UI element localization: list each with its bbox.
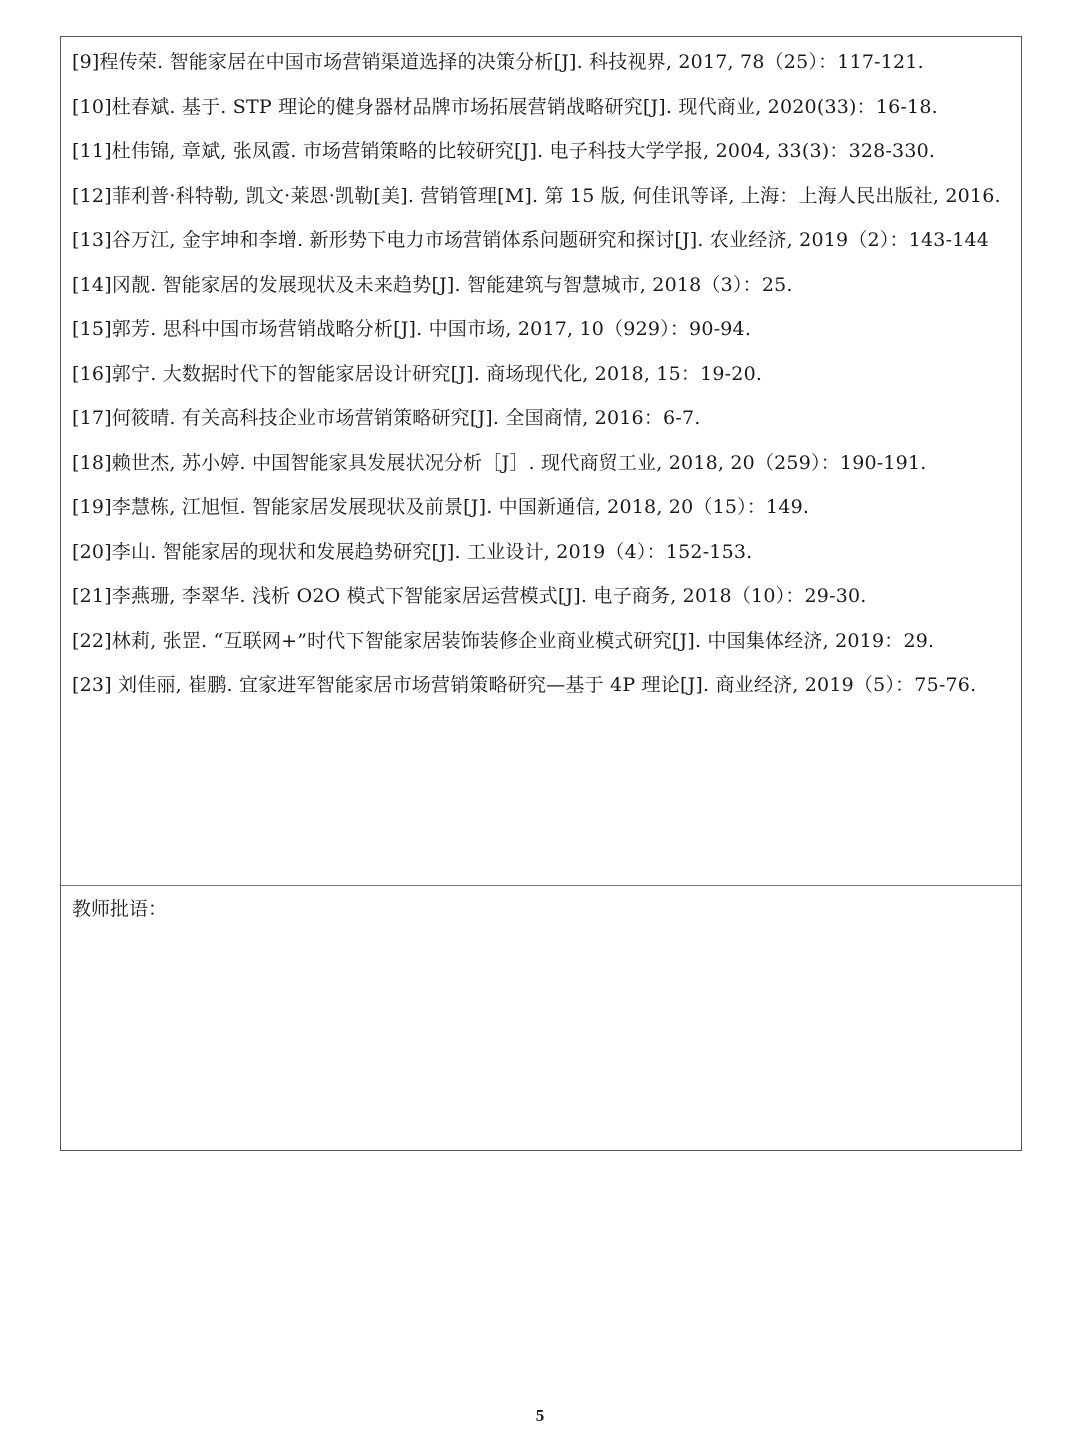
- reference-item: [21]李燕珊, 李翠华. 浅析 O2O 模式下智能家居运营模式[J]. 电子商务, 2018（10）：29-30.: [72, 585, 867, 607]
- reference-item: [18]赖世杰, 苏小婷. 中国智能家具发展状况分析［J］. 现代商贸工业, 2018, 20（259）：190-191.: [72, 451, 927, 474]
- reference-item: [23] 刘佳丽, 崔鹏. 宜家进军智能家居市场营销策略研究—基于 4P 理论[J]. 商业经济, 2019（5）：75-76.: [72, 674, 977, 696]
- reference-item: [11]杜伟锦, 章斌, 张凤霞. 市场营销策略的比较研究[J]. 电子科技大学学报, 2004, 33(3)：328-330.: [72, 140, 936, 162]
- reference-item: [15]郭芳. 思科中国市场营销战略分析[J]. 中国市场, 2017, 10（929）：90-94.: [72, 318, 752, 340]
- reference-item: [17]何筱晴. 有关高科技企业市场营销策略研究[J]. 全国商情, 2016：6-7.: [72, 407, 701, 429]
- reference-item: [16]郭宁. 大数据时代下的智能家居设计研究[J]. 商场现代化, 2018, 15：19-20.: [72, 362, 763, 385]
- reference-item: [9]程传荣. 智能家居在中国市场营销渠道选择的决策分析[J]. 科技视界, 2017, 78（25）：117-121.: [72, 51, 924, 73]
- teacher-comment-label: 教师批语：: [72, 898, 168, 920]
- reference-item: [14]冈靓. 智能家居的发展现状及未来趋势[J]. 智能建筑与智慧城市, 2018（3）：25.: [72, 273, 793, 296]
- reference-item: [22]林莉, 张罡. “互联网+”时代下智能家居装饰装修企业商业模式研究[J]. 中国集体经济, 2019：29.: [72, 629, 935, 652]
- teacher-comment-section: [61, 886, 1021, 1150]
- reference-item: [10]杜春斌. 基于. STP 理论的健身器材品牌市场拓展营销战略研究[J]. 现代商业, 2020(33)：16-18.: [72, 95, 938, 118]
- reference-item: [19]李慧栋, 江旭恒. 智能家居发展现状及前景[J]. 中国新通信, 2018, 20（15）：149.: [72, 496, 810, 518]
- reference-item: [13]谷万江, 金宇坤和李增. 新形势下电力市场营销体系问题研究和探讨[J]. 农业经济, 2019（2）：143-144: [72, 229, 990, 251]
- reference-item: [20]李山. 智能家居的现状和发展趋势研究[J]. 工业设计, 2019（4）：152-153.: [72, 540, 753, 563]
- reference-item: [12]菲利普·科特勒, 凯文·莱恩·凯勒[美]. 营销管理[M]. 第 15 版, 何佳讯等译, 上海：上海人民出版社, 2016.: [72, 184, 1001, 207]
- reference-list: [61, 37, 1021, 886]
- document-table: [60, 36, 1022, 1151]
- page-number: 5: [535, 1406, 545, 1425]
